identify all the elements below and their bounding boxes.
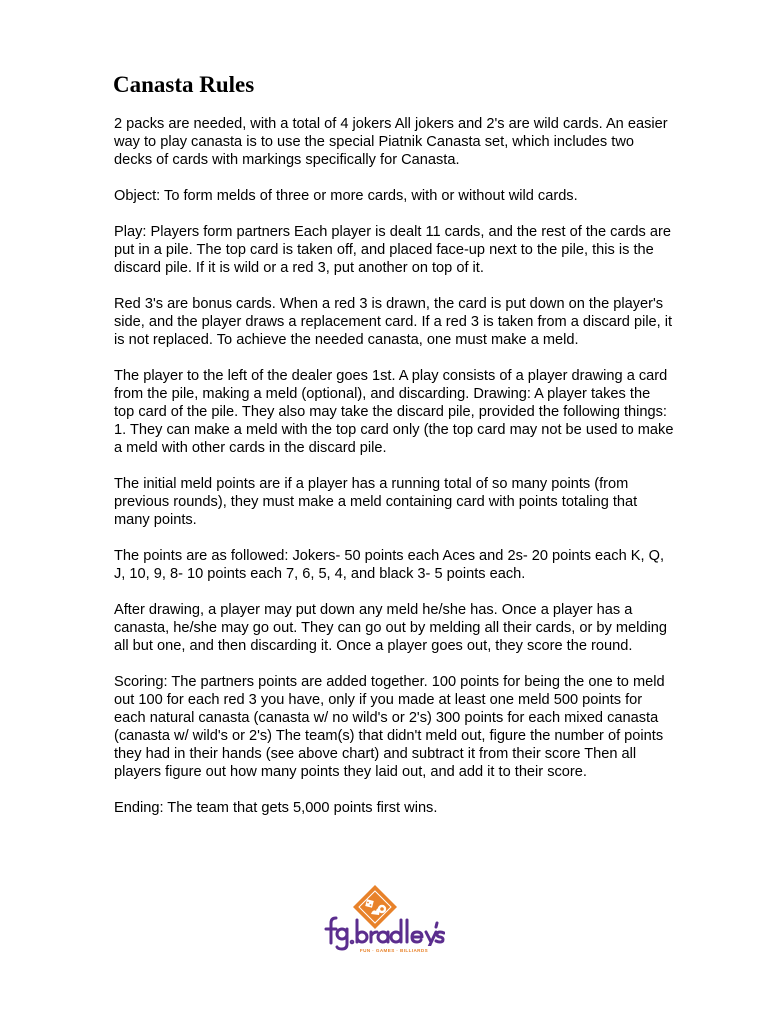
paragraph-going-out: After drawing, a player may put down any meld he/she has. Once a player has a canasta, he/she may go out. They can go out by melding all their cards, or by melding all but one, and then discarding it. Once a player goes out, they score the round. [114, 602, 667, 654]
fg-bradleys-logo [323, 883, 445, 955]
logo-tagline [356, 946, 432, 953]
svg-text:FUN · GAMES · BILLIARDS: FUN · GAMES · BILLIARDS [359, 948, 429, 953]
paragraph-red-threes: Red 3's are bonus cards. When a red 3 is drawn, the card is put down on the player's side, and the player draws a replacement card. If a red 3 is taken from a discard pile, it is not replaced. To achieve the needed canasta, one must make a meld. [114, 296, 673, 348]
paragraph-scoring: Scoring: The partners points are added together. 100 points for being the one to meld out 100 for each red 3 you have, only if you made at least one meld 500 points for each natural canasta (canasta w/ no wild's or 2's) 300 points for each mixed canasta (canasta w/ wild's or 2's) The team(s) that didn't meld out, figure the number of points they had in their hands (see above chart) and subtract it from their score Then all players figure out how many points they laid out, and add it to their score. [114, 674, 665, 780]
rules-body [114, 115, 674, 835]
logo-wordmark [326, 918, 444, 949]
paragraph-packs: 2 packs are needed, with a total of 4 jokers All jokers and 2's are wild cards. An easier way to play canasta is to use the special Piatnik Canasta set, which includes two decks of cards with markings specifically for Canasta. [114, 116, 668, 168]
page-title: Canasta Rules [113, 72, 255, 97]
paragraph-object: Object: To form melds of three or more cards, with or without wild cards. [114, 188, 578, 204]
paragraph-initial-meld: The initial meld points are if a player has a running total of so many points (from previous rounds), they must make a meld containing card with points totaling that many points. [114, 476, 638, 528]
paragraph-ending: Ending: The team that gets 5,000 points first wins. [114, 800, 438, 816]
paragraph-play: Play: Players form partners Each player is dealt 11 cards, and the rest of the cards are put in a pile. The top card is taken off, and placed face-up next to the pile, this is the discard pile. If it is wild or a red 3, put another on top of it. [114, 224, 671, 276]
paragraph-points: The points are as followed: Jokers- 50 points each Aces and 2s- 20 points each K, Q, J, 10, 9, 8- 10 points each 7, 6, 5, 4, and black 3- 5 points each. [114, 548, 665, 582]
logo-diamond-emblem [353, 885, 397, 929]
paragraph-turn: The player to the left of the dealer goes 1st. A play consists of a player drawing a card from the pile, making a meld (optional), and discarding. Drawing: A player takes the top card of the pile. They also may take the discard pile, provided the following things: 1. They can make a meld with the top card only (the top card may not be used to make a meld with other cards in the discard pile. [114, 368, 674, 456]
